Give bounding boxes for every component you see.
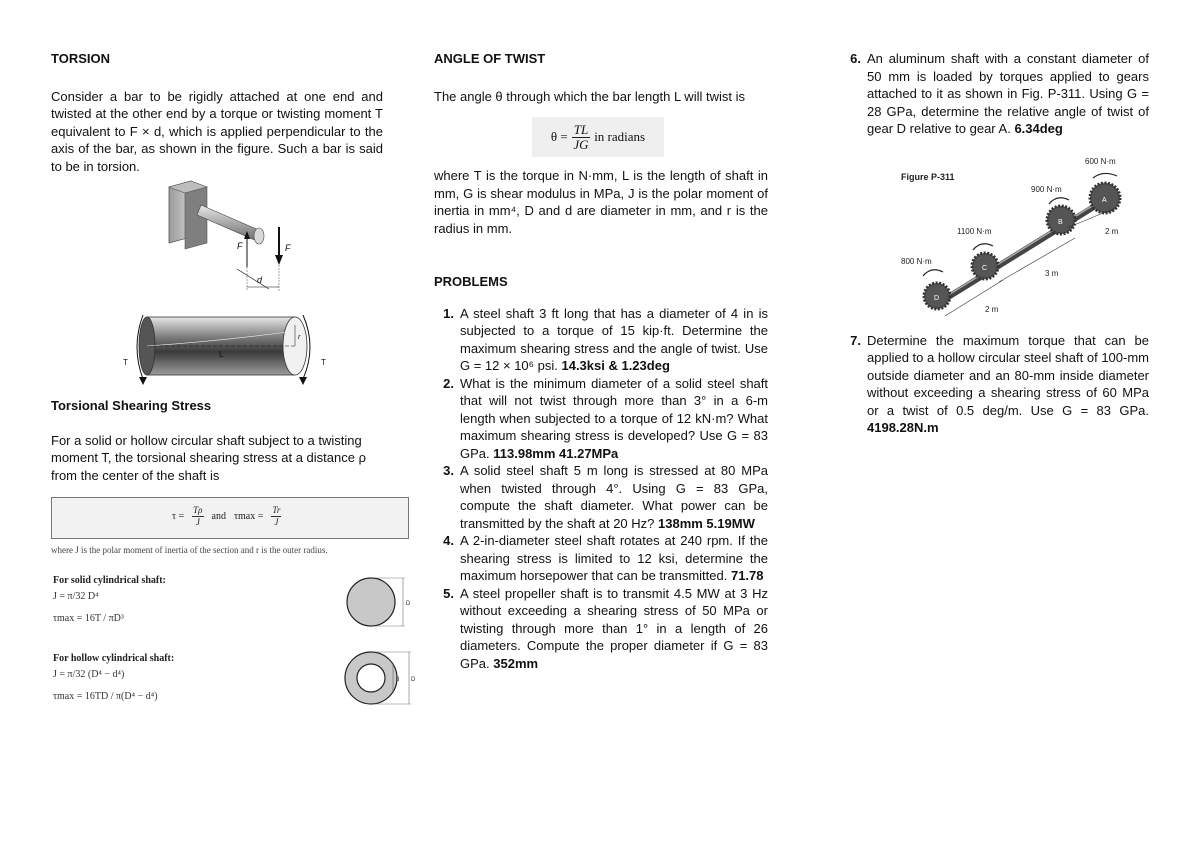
shear-note: where J is the polar moment of inertia of the section and r is the outer radius. [51,545,328,555]
gear-b [1047,206,1075,234]
gear-a [1090,183,1120,213]
torque-c: 1100 N·m [957,226,992,236]
fig2-length-label: L [219,350,224,359]
fig2-torque-right-label: T [321,358,326,367]
answer-5: 352mm [493,655,539,671]
torsion-heading: TORSION [51,51,110,66]
twist-formula-den: JG [573,136,589,152]
torsion-bar-figure [51,179,383,309]
svg-text:B: B [1058,218,1063,226]
column-torsion [51,50,415,726]
gear-c [972,253,998,279]
problem-list-2 [841,50,1149,138]
problems-heading: PROBLEMS [434,274,508,289]
answer-1: 14.3ksi & 1.23deg [561,358,670,373]
formula-frac2-num: Tr [272,505,281,515]
answer-6: 6.34deg [1014,121,1063,136]
solid-heading: For solid cylindrical shaft: [53,574,166,586]
shear-formula-box [51,497,409,539]
shear-intro: For a solid or hollow circular shaft subject to a twisting moment T, the torsional shearing stress at a distance ρ from the center of the shaft is [51,432,366,483]
twist-formula [532,117,664,157]
solid-dim-label: D [406,600,411,607]
problem-5: 5. A steel propeller shaft is to transmit 4.5 MW at 3 Hz without exceeding a shearing stress of 50 MPa or twisting through more than 1° in a length of 26 diameters. Compute the proper diameter if G = 83 GPa. 352mm [443,585,768,671]
length-ba: 2 m [1105,226,1119,236]
twist-heading: ANGLE OF TWIST [434,51,546,66]
twist-formula-num: TL [573,121,589,137]
column-angle-of-twist [434,50,768,672]
shear-heading: Torsional Shearing Stress [51,398,212,413]
hollow-tau: τmax = 16TD / π(D⁴ − d⁴) [53,690,158,702]
svg-text:C: C [982,264,988,272]
formula-frac1-num: Tρ [193,505,203,515]
solid-tau: τmax = 16T / πD³ [53,612,124,624]
figure-p311-title: Figure P-311 [901,171,955,182]
answer-7: 4198.28N.m [867,420,939,435]
problem-list-1 [434,305,768,673]
twist-formula-lhs: θ = [550,129,568,145]
hollow-J: J = π/32 (D⁴ − d⁴) [53,668,125,680]
problem-6: 6. An aluminum shaft with a constant diameter of 50 mm is loaded by torques applied to gears attached to it as shown in Fig. P-311. Using G = 28 GPa, determine the relative angle of twist of gear D relative to gear A. 6.34deg [850,51,1149,136]
problem-4: 4. A 2-in-diameter steel shaft rotates at 240 rpm. If the shearing stress is limited to 12 ksi, determine the maximum horsepower that can be transmitted. 71.78 [443,533,768,583]
problem-1: 1. A steel shaft 3 ft long that has a diameter of 4 in is subjected to a torque of 15 kip·ft. Determine the maximum shearing stress and the angle of twist. Use G = 12 × 10⁶ psi. 14.3ksi & 1.23deg [443,305,768,373]
formula-taumax: τmax = [233,510,264,522]
length-dc: 2 m [985,304,999,314]
svg-text:D: D [934,294,940,302]
solid-J: J = π/32 D⁴ [53,590,99,602]
problem-list-3 [841,332,1149,437]
shaft-formulas [51,566,415,726]
formula-frac1-den: J [195,517,200,527]
torsion-cylinder-figure [51,311,383,391]
column-problems-cont [841,50,1149,437]
torque-a: 600 N·m [1085,156,1116,166]
hollow-heading: For hollow cylindrical shaft: [53,652,175,664]
figure-p311 [835,146,1155,324]
answer-3: 138mm 5.19MW [658,515,755,531]
fig2-radius-label: r [298,334,301,341]
torque-d: 800 N·m [901,256,932,266]
fig1-force-left-label: F [237,241,243,251]
answer-4: 71.78 [730,568,764,583]
hollow-dim-inner-label: d [396,676,400,683]
twist-where: where T is the torque in N·mm, L is the length of shaft in mm, G is shear modulus in MPa, J is the polar moment of inertia in mm⁴, D and d are diameter in mm, and r is the radius in mm. [434,168,768,236]
svg-text:A: A [1102,196,1107,204]
fig1-arm-label: d [257,275,263,285]
twist-intro: The angle θ through which the bar length L will twist is [434,88,745,104]
fig1-force-right-label: F [285,243,291,253]
formula-and: and [211,510,226,522]
hollow-shaft-section [335,646,415,712]
hollow-dim-outer-label: D [411,676,415,683]
fig2-torque-left-label: T [123,358,128,367]
problem-3: 3. A solid steel shaft 5 m long is stressed at 80 MPa when twisted through 4°. Using G = 83 GPa, compute the shaft diameter. What power can be transmitted by the shaft at 20 Hz? 138mm 5.19MW [443,463,768,531]
twist-formula-unit: in radians [594,129,646,145]
problem-2: 2. What is the minimum diameter of a solid steel shaft that will not twist through more than 3° in a 6-m length when subjected to a torque of 12 kN·m? What maximum shearing stress is developed? Use G = 83 GPa. 113.98mm 41.27MPa [443,375,768,461]
torque-b: 900 N·m [1031,184,1062,194]
solid-shaft-section [343,572,413,632]
length-cb: 3 m [1045,268,1059,278]
gear-d [924,283,950,309]
problem-7: 7. Determine the maximum torque that can be applied to a hollow circular steel shaft of 100-mm outside diameter and an 80-mm inside diameter without exceeding a shearing stress of 60 MPa or a twist of 0.5 deg/m. Use G = 83 GPa. 4198.28N.m [850,332,1149,435]
formula-frac2-den: J [274,517,279,527]
torsion-intro: Consider a bar to be rigidly attached at one end and twisted at the other end by a torque or twisting moment T equivalent to F × d, which is applied perpendicular to the axis of the bar, as shown in the figure. Such a bar is said to be in torsion. [51,88,383,174]
formula-tau: τ = [172,510,185,522]
answer-2: 113.98mm 41.27MPa [493,445,619,461]
